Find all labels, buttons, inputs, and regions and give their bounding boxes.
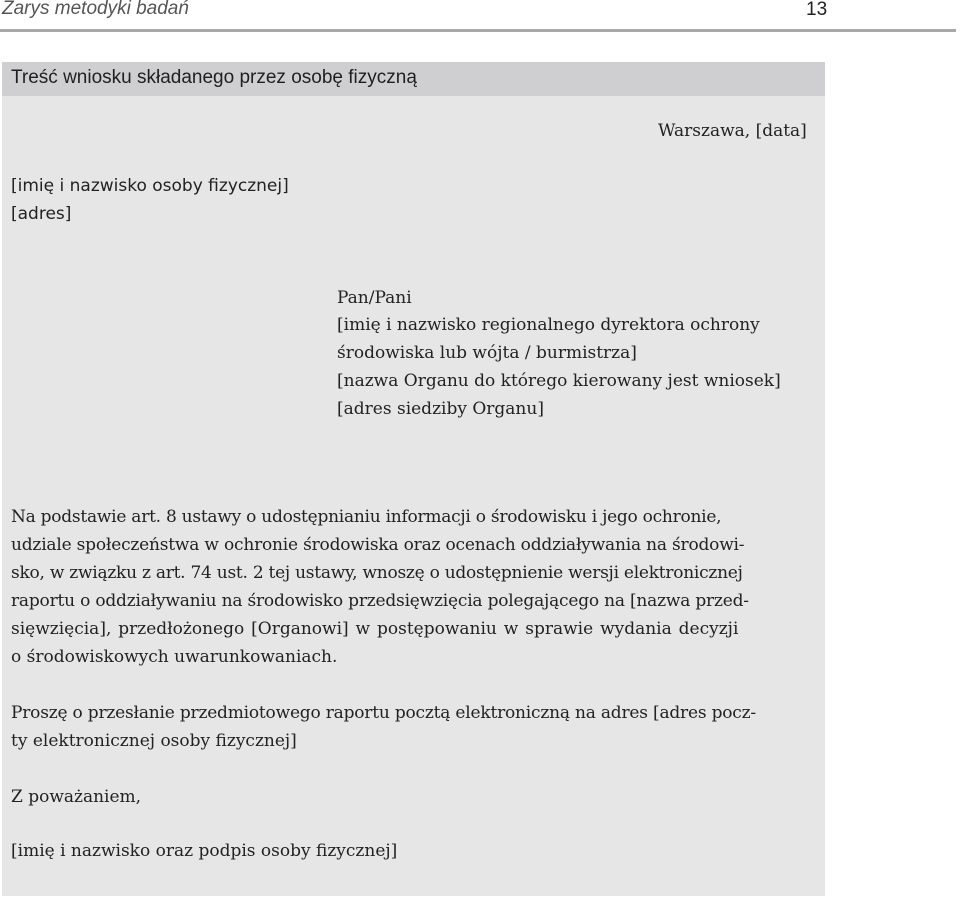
body-line: o środowiskowych uwarunkowaniach. xyxy=(11,647,338,667)
body-line: Na podstawie art. 8 ustawy o udostępnianiu informacji o środowisku i jego ochronie, xyxy=(11,507,722,527)
body-line: udziale społeczeństwa w ochronie środowiska oraz ocenach oddziaływania na środowi- xyxy=(11,535,745,555)
body-line: raportu o oddziaływaniu na środowisko przedsięwzięcia polegającego na [nazwa przed- xyxy=(11,591,749,611)
closing: Z poważaniem, xyxy=(11,787,142,807)
addressee-line: [imię i nazwisko regionalnego dyrektora ochrony xyxy=(337,315,760,335)
signature-line: [imię i nazwisko oraz podpis osoby fizycznej] xyxy=(11,841,398,861)
addressee-line: [nazwa Organu do którego kierowany jest wniosek] xyxy=(337,371,781,391)
addressee-line: środowiska lub wójta / burmistrza] xyxy=(337,343,637,363)
request-line: ty elektronicznej osoby fizycznej] xyxy=(11,731,297,751)
sender-address: [adres] xyxy=(11,204,72,224)
running-title: Zarys metodyki badań xyxy=(2,0,189,19)
body-line: sięwzięcia], przedłożonego [Organowi] w postępowaniu w sprawie wydania decyzji xyxy=(11,619,739,639)
header-rule xyxy=(0,29,956,32)
body-line: sko, w związku z art. 74 ust. 2 tej ustawy, wnoszę o udostępnienie wersji elektronicznej xyxy=(11,563,743,583)
box-title-bar xyxy=(2,62,825,96)
request-line: Proszę o przesłanie przedmiotowego raportu pocztą elektroniczną na adres [adres pocz- xyxy=(11,703,756,723)
running-header xyxy=(0,0,960,30)
page-number: 13 xyxy=(806,0,828,20)
place-date: Warszawa, [data] xyxy=(658,121,807,141)
box-title: Treść wniosku składanego przez osobę fizyczną xyxy=(11,67,417,88)
addressee-line: [adres siedziby Organu] xyxy=(337,399,544,419)
letter-template-box xyxy=(2,62,825,896)
sender-name: [imię i nazwisko osoby fizycznej] xyxy=(11,176,289,196)
addressee-line: Pan/Pani xyxy=(337,288,412,308)
